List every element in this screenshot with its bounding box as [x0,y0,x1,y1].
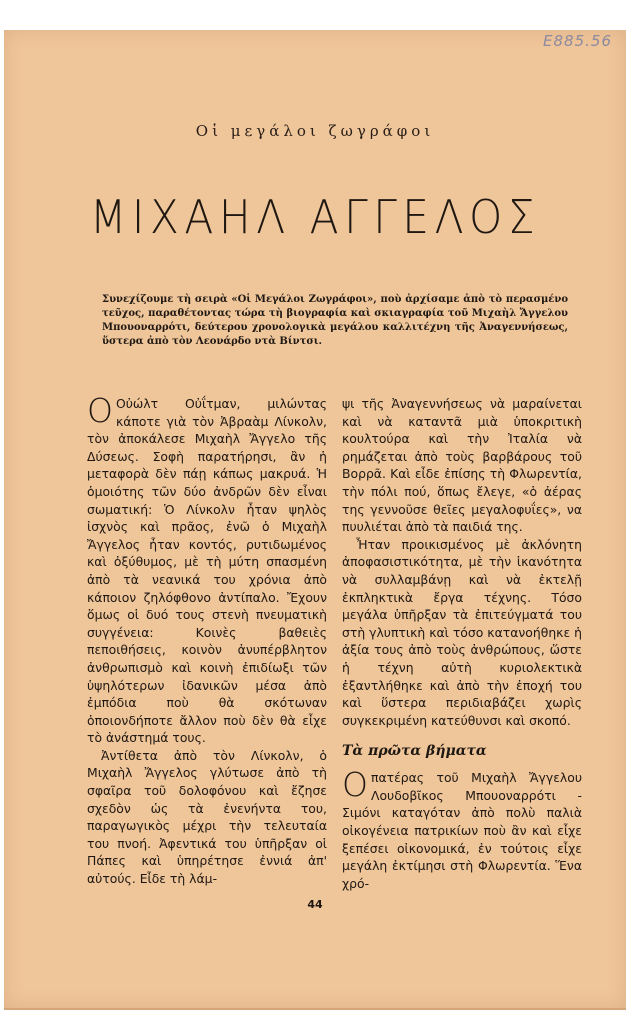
archive-mark: Ε885.56 [543,32,612,50]
article-intro: Συνεχίζουμε τὴ σειρὰ «Οἱ Μεγάλοι Ζωγράφοι», ποὺ ἀρχίσαμε ἀπὸ τὸ περασμένο τεῦχος, παραθέτοντας τώρα τὴ βιογραφία καὶ σκιαγραφία τοῦ Μιχαὴλ Ἄγγελου Μπουοναρρότι, δεύτερου χρονολογικὰ μεγάλου καλλιτέχνη τῆς Ἀναγεννήσεως, ὕστερα ἀπὸ τὸν Λεονάρδο ντὰ Βίντσι. [102,294,568,347]
drop-cap: Ο [342,765,368,805]
right-paragraph-3-text: πατέρας τοῦ Μιχαὴλ Ἄγγελου Λουδοβῖκος Μπουοναρρότι - Σιμόνι καταγόταν ἀπὸ πολὺ παλιὰ οἰκογένεια πατρικίων ποὺ ἂν καὶ εἶχε ξεπέσει οἰκονομικά, ἐν τούτοις εἶχε μεγάλη ἐκτίμησι στὴ Φλωρεντία. Ἕνα χρό- [342,770,582,891]
left-column [87,391,327,888]
series-heading: Οἱ μεγάλοι ζωγράφοι [195,122,435,140]
drop-cap: Ο [87,391,113,430]
right-paragraph-1: ψι τῆς Ἀναγεννήσεως νὰ μαραίνεται καὶ νὰ καταντᾶ μιὰ ὑποκριτικὴ κουλτούρα καὶ τὴν Ἰταλία νὰ ρημάζεται ἀπὸ τοὺς βαρβάρους τοῦ Βορρᾶ. Καὶ εἶδε ἐπίσης τὴ Φλωρεντία, τὴν πόλι πού, ὅπως ἔλεγε, «ὁ ἀέρας της γεννοῦσε θεῖες μεγαλοφυΐες», να πυυλιέται ἀπὸ τὰ παιδιά της. [342,396,582,535]
left-paragraph-1-text: Οὐώλτ Οὐΐτμαν, μιλώντας κάποτε γιὰ τὸν Ἀβραὰμ Λίνκολν, τὸν ἀποκάλεσε Μιχαὴλ Ἄγγελο τῆς Δύσεως. Σοφὴ παρατήρησι, ἂν ἡ μεταφορὰ δὲν πάῃ κάπως μακρυά. Ἡ ὁμοιότης τῶν δύο ἀνδρῶν δὲν εἶναι σωματική: Ὁ Λίνκολν ἦταν ψηλὸς ἰσχνὸς καὶ πρᾶος, ἐνῶ ὁ Μιχαὴλ Ἄγγελος ἦταν κοντός, ρυτιδωμένος καὶ ὀξύθυμος, μὲ τὴ μύτη σπασμένη ἀπὸ τὰ νεανικά του χρόνια ἀπὸ κάποιον ζηλόφθονο ἀντίπαλο. Ἔχουν ὅμως οἱ δυό τους στενὴ πνευματικὴ συγγένεια: Κοινὲς βαθειὲς πεποιθήσεις, κοινὸν ἀνυπέρβλητον ἀνθρωπισμὸ καὶ κοινὴ ἐπιδίωξι τῶν ὑψηλότερων ἰδανικῶν μέσα ἀπὸ ἐμπόδια ποὺ θὰ σκότωναν ὁποιονδήποτε ἄλλον ποὺ δὲν θὰ εἶχε τὸ ἀνάστημά τους. [87,396,327,746]
article-title: ΜΙΧΑΗΛ ΑΓΓΕΛΟΣ [89,190,541,244]
section-subheading: Τὰ πρῶτα βήματα [342,743,487,760]
right-paragraph-3 [342,765,582,892]
page-number: 44 [307,898,323,911]
right-paragraph-2: Ἦταν προικισμένος μὲ ἀκλόνητη ἀποφασιστικότητα, μὲ τὴν ἱκανότητα νὰ συλλαμβάνῃ καὶ νὰ ἐκτελῇ ἐκπληκτικὰ ἔργα τέχνης. Τόσο μεγάλα ὑπῆρξαν τὰ ἐπιτεύγματά του στὴ γλυπτικὴ καὶ τόσο κατανοήθηκε ἡ ἀξία τους ἀπὸ τοὺς ἀνθρώπους, ὥστε ἡ τέχνη αὐτὴ κυριολεκτικὰ ἐξαντλήθηκε καὶ ἀπὸ τὴν ἐποχή του καὶ ὕστερα περιδιαβάζει χωρὶς συγκεκριμένη κατεύθυνσι καὶ σκοπό. [342,536,582,728]
left-paragraph-1 [87,391,327,747]
right-column [342,395,582,892]
left-paragraph-2: Ἀντίθετα ἀπὸ τὸν Λίνκολν, ὁ Μιχαὴλ Ἄγγελος γλύτωσε ἀπὸ τὴ σφαῖρα τοῦ δολοφόνου καὶ ἔζησε σχεδὸν ὡς τὰ ἐνενήντα του, παραγωγικὸς μέχρι τὴν τελευταία του πνοή. Ἀφεντικά του ὑπῆρξαν οἱ Πάπες καὶ ὑπηρέτησε ἐννιά ἀπ' αὐτούς. Εἶδε τὴ λάμ- [87,747,327,887]
magazine-page [4,30,626,1010]
